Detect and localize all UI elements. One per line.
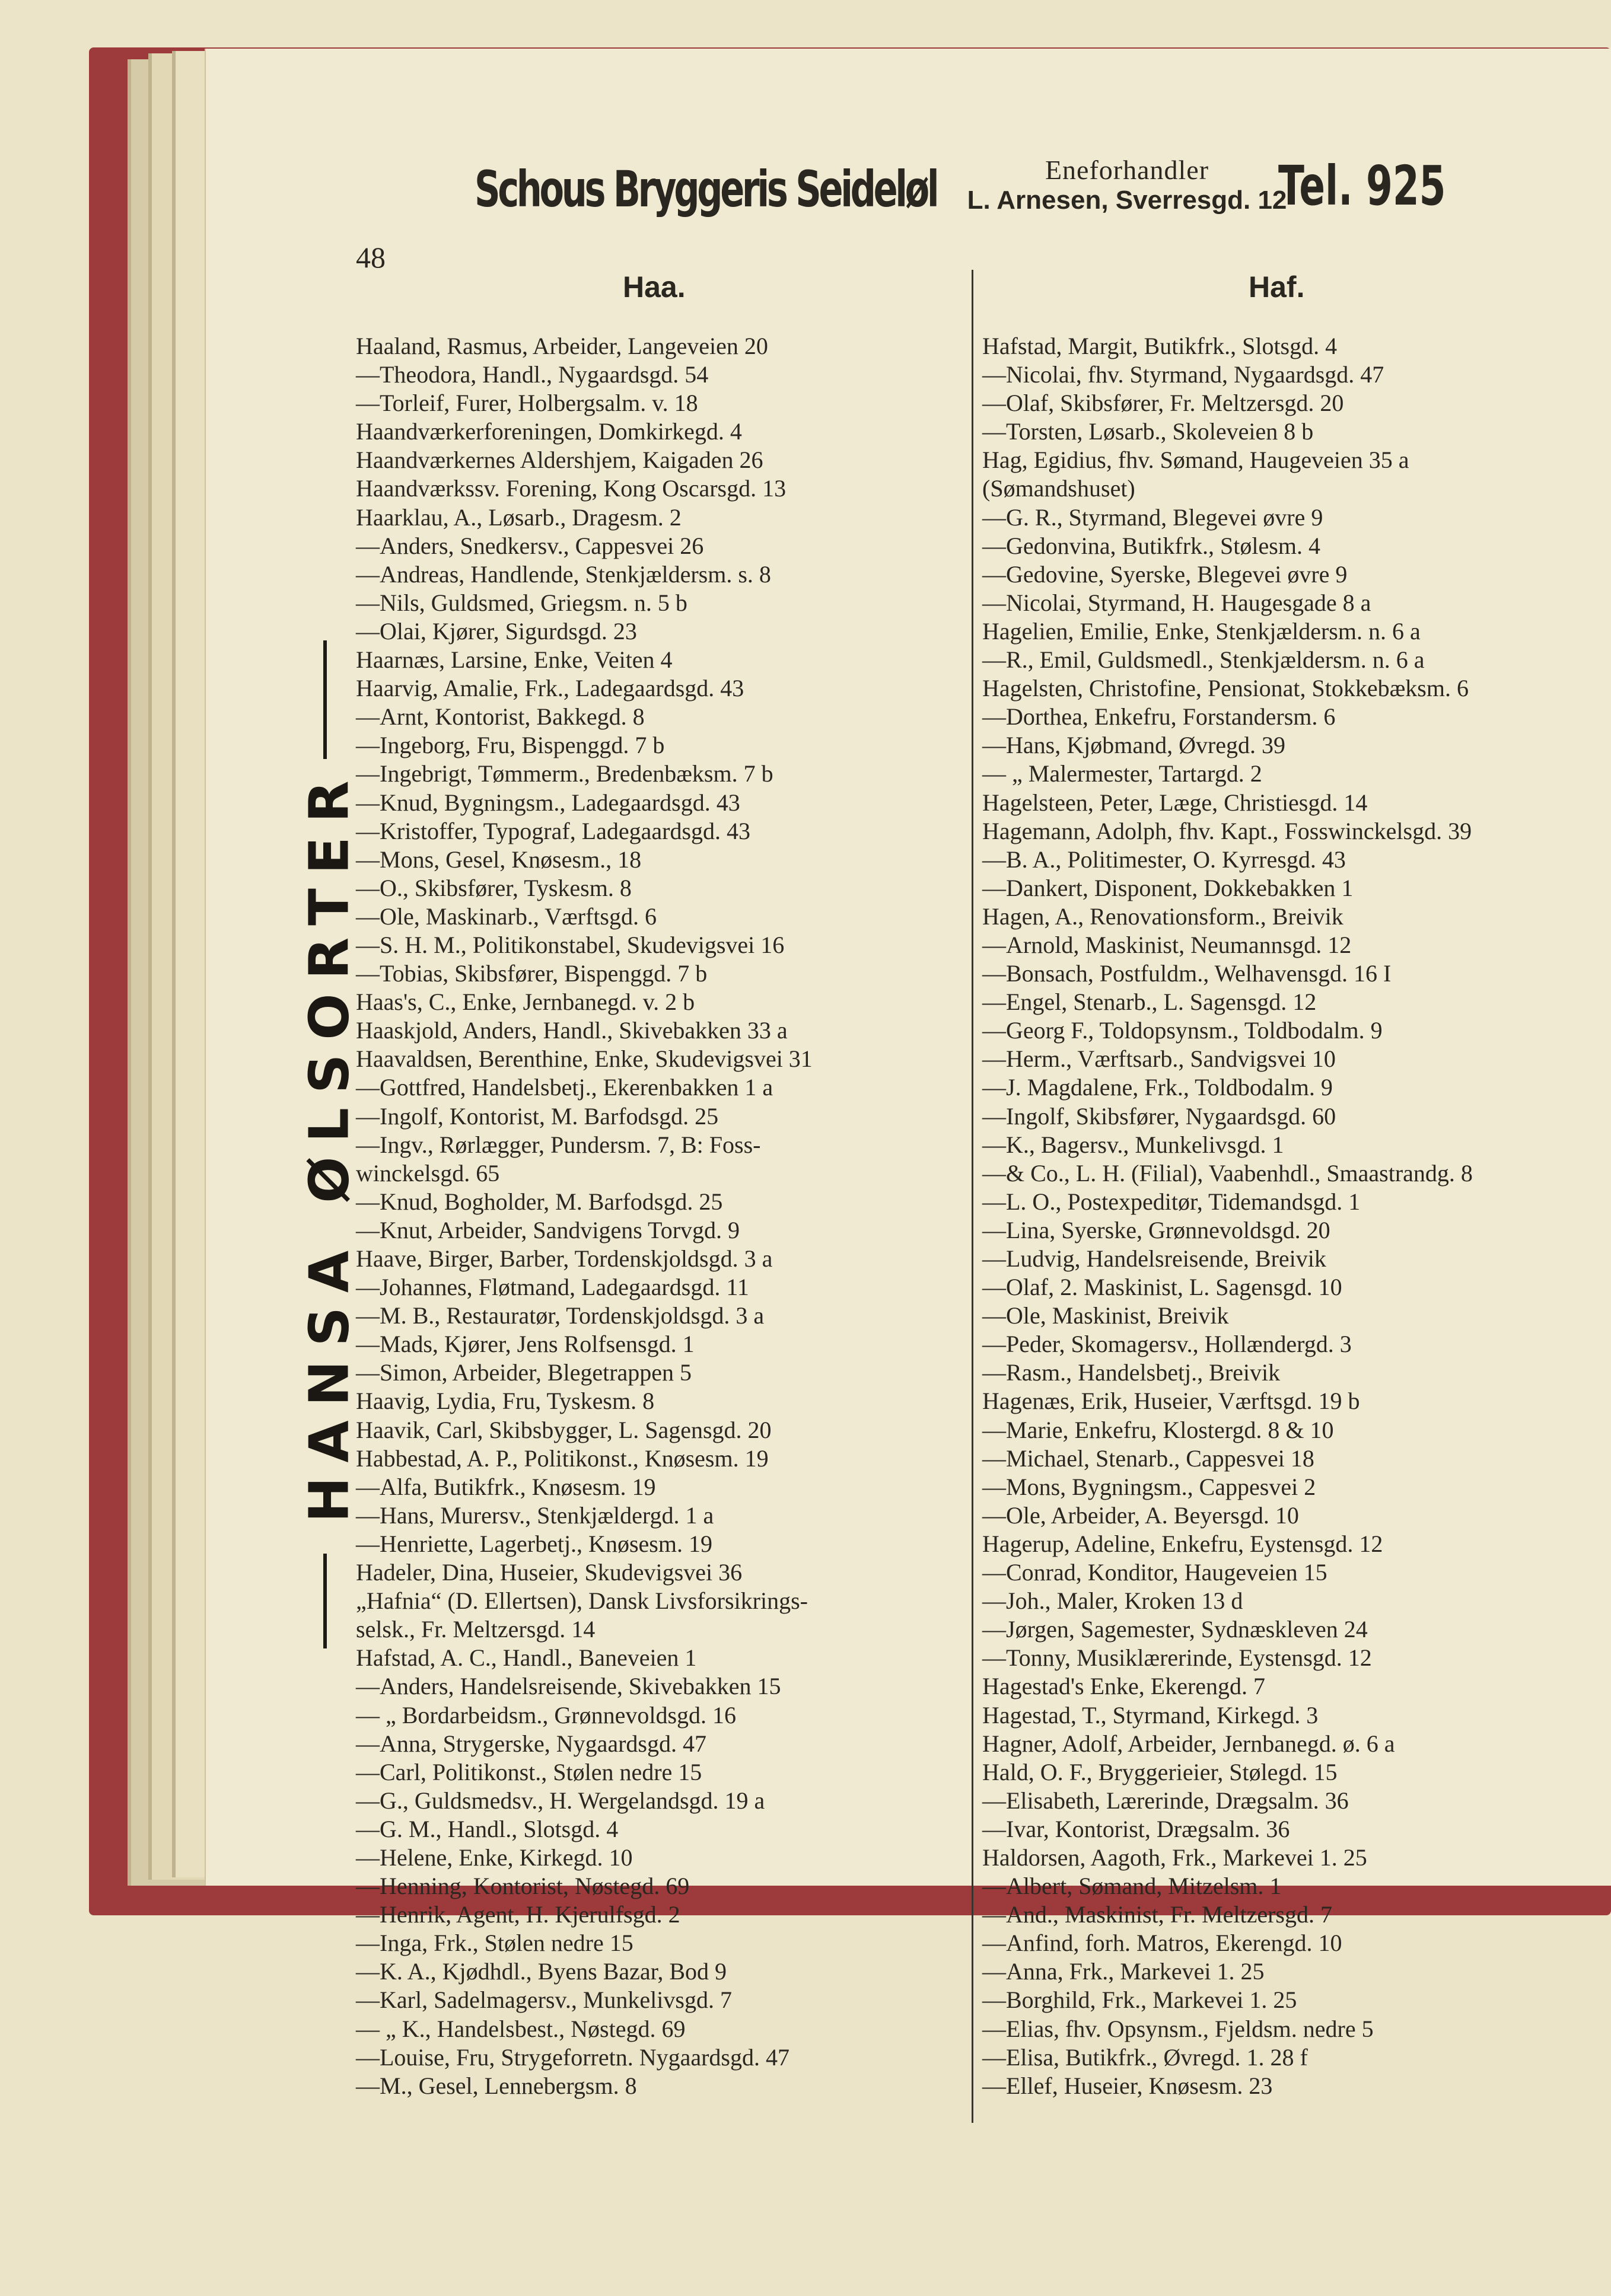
- directory-entry: —Ingv., Rørlægger, Pundersm. 7, B: Foss-: [356, 1131, 761, 1158]
- directory-entry: —Knut, Arbeider, Sandvigens Torvgd. 9: [356, 1216, 740, 1243]
- directory-entry: —Herm., Værftsarb., Sandvigsvei 10: [982, 1045, 1336, 1073]
- directory-entry: selsk., Fr. Meltzersgd. 14: [356, 1616, 596, 1643]
- directory-entry: Hagerup, Adeline, Enkefru, Eystensgd. 12: [982, 1530, 1383, 1557]
- left-entry-list: [356, 332, 967, 2100]
- directory-entry: —Elisa, Butikfrk., Øvregd. 1. 28 f: [982, 2043, 1308, 2071]
- directory-entry: —Ole, Maskinist, Breivik: [982, 1302, 1229, 1329]
- directory-entry: —M. B., Restauratør, Tordenskjoldsgd. 3 a: [356, 1302, 765, 1329]
- directory-entry: —Alfa, Butikfrk., Knøsesm. 19: [356, 1473, 656, 1500]
- directory-entry: —K., Bagersv., Munkelivsgd. 1: [982, 1131, 1284, 1158]
- directory-entry: —Anna, Strygerske, Nygaardsgd. 47: [356, 1730, 706, 1757]
- directory-entry: —Borghild, Frk., Markevei 1. 25: [982, 1986, 1297, 2014]
- directory-entry: Haldorsen, Aagoth, Frk., Markevei 1. 25: [982, 1844, 1367, 1871]
- directory-entry: —Engel, Stenarb., L. Sagensgd. 12: [982, 988, 1317, 1016]
- directory-entry: —Ingolf, Skibsfører, Nygaardsgd. 60: [982, 1102, 1336, 1130]
- directory-entry: —Lina, Syerske, Grønnevoldsgd. 20: [982, 1216, 1330, 1243]
- directory-entry: —S. H. M., Politikonstabel, Skudevigsvei 16: [356, 931, 785, 958]
- directory-entry: —Kristoffer, Typograf, Ladegaardsgd. 43: [356, 817, 751, 844]
- directory-entry: —Knud, Bygningsm., Ladegaardsgd. 43: [356, 789, 740, 816]
- agent-title: Eneforhandler: [1045, 155, 1209, 185]
- directory-entry: —& Co., L. H. (Filial), Vaabenhdl., Smaastrandg. 8: [982, 1159, 1473, 1187]
- directory-entry: Hafstad, A. C., Handl., Baneveien 1: [356, 1644, 697, 1672]
- directory-entry: — „ Malermester, Tartargd. 2: [982, 760, 1262, 787]
- directory-entry: —Nicolai, Styrmand, H. Haugesgade 8 a: [982, 589, 1371, 616]
- agent-address: L. Arnesen, Sverresgd. 12: [967, 186, 1287, 215]
- right-entry-list: [982, 332, 1599, 2100]
- directory-entry: —Mads, Kjører, Jens Rolfsensgd. 1: [356, 1331, 695, 1358]
- directory-entry: —Michael, Stenarb., Cappesvei 18: [982, 1444, 1314, 1472]
- directory-entry: —Ivar, Kontorist, Drægsalm. 36: [982, 1815, 1290, 1842]
- directory-entry: —Mons, Bygningsm., Cappesvei 2: [982, 1473, 1316, 1500]
- side-ad-text: HANSA ØLSORTER: [297, 766, 361, 1523]
- directory-entry: —Karl, Sadelmagersv., Munkelivsgd. 7: [356, 1986, 732, 2014]
- directory-entry: Hagestad, T., Styrmand, Kirkegd. 3: [982, 1701, 1319, 1729]
- directory-entry: —Mons, Gesel, Knøsesm., 18: [356, 846, 642, 873]
- directory-entry: Haas's, C., Enke, Jernbanegd. v. 2 b: [356, 988, 695, 1016]
- directory-entry: Hadeler, Dina, Huseier, Skudevigsvei 36: [356, 1559, 743, 1586]
- directory-entry: —Torsten, Løsarb., Skoleveien 8 b: [982, 418, 1314, 445]
- directory-entry: winckelsgd. 65: [356, 1159, 500, 1187]
- directory-entry: —Joh., Maler, Kroken 13 d: [982, 1587, 1243, 1615]
- directory-entry: Hagemann, Adolph, fhv. Kapt., Fosswinckelsgd. 39: [982, 817, 1472, 844]
- directory-entry: —Gottfred, Handelsbetj., Ekerenbakken 1 a: [356, 1074, 773, 1101]
- directory-entry: Haaskjold, Anders, Handl., Skivebakken 33 a: [356, 1017, 788, 1044]
- directory-entry: —Arnold, Maskinist, Neumannsgd. 12: [982, 931, 1352, 958]
- directory-entry: —Albert, Sømand, Mitzelsm. 1: [982, 1873, 1282, 1900]
- directory-entry: —G., Guldsmedsv., H. Wergelandsgd. 19 a: [356, 1787, 765, 1814]
- directory-entry: Hag, Egidius, fhv. Sømand, Haugeveien 35 a: [982, 447, 1409, 474]
- directory-entry: —G. R., Styrmand, Blegevei øvre 9: [982, 503, 1323, 531]
- directory-entry: —Henriette, Lagerbetj., Knøsesm. 19: [356, 1530, 712, 1557]
- directory-entry: —K. A., Kjødhdl., Byens Bazar, Bod 9: [356, 1958, 727, 1985]
- directory-entry: —Nils, Guldsmed, Griegsm. n. 5 b: [356, 589, 687, 616]
- side-advertisement: [297, 640, 361, 1648]
- directory-entry: Hagelien, Emilie, Enke, Stenkjældersm. n. 6 a: [982, 617, 1421, 645]
- directory-entry: Haandværkssv. Forening, Kong Oscarsgd. 13: [356, 475, 787, 502]
- directory-entry: —O., Skibsfører, Tyskesm. 8: [356, 874, 632, 901]
- directory-entry: —R., Emil, Guldsmedl., Stenkjældersm. n. 6 a: [982, 646, 1425, 674]
- directory-entry: —Bonsach, Postfuldm., Welhavensgd. 16 I: [982, 960, 1392, 987]
- directory-entry: —Henning, Kontorist, Nøstegd. 69: [356, 1873, 690, 1900]
- directory-entry: Haandværkernes Aldershjem, Kaigaden 26: [356, 447, 763, 474]
- directory-entry: —Rasm., Handelsbetj., Breivik: [982, 1359, 1281, 1386]
- directory-entry: —Ole, Maskinarb., Værftsgd. 6: [356, 903, 657, 930]
- directory-entry: Haavig, Lydia, Fru, Tyskesm. 8: [356, 1388, 655, 1415]
- directory-entry: —Anna, Frk., Markevei 1. 25: [982, 1958, 1265, 1985]
- directory-entry: —Georg F., Toldopsynsm., Toldbodalm. 9: [982, 1017, 1383, 1044]
- directory-entry: —Elisabeth, Lærerinde, Drægsalm. 36: [982, 1787, 1349, 1814]
- directory-entry: —Anders, Handelsreisende, Skivebakken 15: [356, 1673, 781, 1700]
- directory-entry: —Ingolf, Kontorist, M. Barfodsgd. 25: [356, 1102, 719, 1130]
- directory-entry: Hagenæs, Erik, Huseier, Værftsgd. 19 b: [982, 1388, 1360, 1415]
- directory-entry: (Sømandshuset): [982, 475, 1135, 502]
- directory-entry: —Marie, Enkefru, Klostergd. 8 & 10: [982, 1416, 1334, 1443]
- directory-entry: —Inga, Frk., Stølen nedre 15: [356, 1930, 633, 1957]
- column-divider: [972, 270, 973, 2123]
- brand-name: Schous Bryggeris Seideløl: [475, 160, 937, 218]
- directory-entry: —Johannes, Fløtmand, Ladegaardsgd. 11: [356, 1274, 749, 1301]
- directory-entry: —Ingeborg, Fru, Bispenggd. 7 b: [356, 732, 665, 759]
- directory-entry: —Gedonvina, Butikfrk., Stølesm. 4: [982, 532, 1320, 559]
- directory-entry: Haavaldsen, Berenthine, Enke, Skudevigsvei 31: [356, 1045, 813, 1073]
- directory-entry: Haavik, Carl, Skibsbygger, L. Sagensgd. 20: [356, 1416, 772, 1443]
- telephone-number: Tel. 925: [1278, 154, 1446, 218]
- directory-entry: —Ellef, Huseier, Knøsesm. 23: [982, 2072, 1273, 2099]
- directory-entry: —Anders, Snedkersv., Cappesvei 26: [356, 532, 704, 559]
- directory-entry: —Ole, Arbeider, A. Beyersgd. 10: [982, 1501, 1299, 1529]
- directory-entry: —Gedovine, Syerske, Blegevei øvre 9: [982, 560, 1348, 588]
- directory-entry: —Dankert, Disponent, Dokkebakken 1: [982, 874, 1354, 901]
- directory-entry: Hagestad's Enke, Ekerengd. 7: [982, 1673, 1266, 1700]
- directory-entry: —Torleif, Furer, Holbergsalm. v. 18: [356, 390, 698, 417]
- directory-entry: —J. Magdalene, Frk., Toldbodalm. 9: [982, 1074, 1333, 1101]
- directory-entry: Hagelsten, Christofine, Pensionat, Stokkebæksm. 6: [982, 675, 1469, 702]
- directory-entry: —Helene, Enke, Kirkegd. 10: [356, 1844, 633, 1871]
- directory-entry: —Carl, Politikonst., Stølen nedre 15: [356, 1758, 702, 1785]
- directory-entry: Hagelsteen, Peter, Læge, Christiesgd. 14: [982, 789, 1368, 816]
- directory-entry: —Dorthea, Enkefru, Forstandersm. 6: [982, 703, 1336, 731]
- directory-entry: —Nicolai, fhv. Styrmand, Nygaardsgd. 47: [982, 361, 1384, 388]
- directory-entry: Haarklau, A., Løsarb., Dragesm. 2: [356, 503, 682, 531]
- directory-entry: —Hans, Murersv., Stenkjældergd. 1 a: [356, 1501, 714, 1529]
- directory-entry: „Hafnia“ (D. Ellertsen), Dansk Livsforsikrings-: [356, 1587, 808, 1615]
- directory-entry: —Henrik, Agent, H. Kjerulfsgd. 2: [356, 1901, 680, 1928]
- directory-entry: —Peder, Skomagersv., Hollændergd. 3: [982, 1331, 1352, 1358]
- directory-entry: —And., Maskinist, Fr. Meltzersgd. 7: [982, 1901, 1332, 1928]
- left-column-heading: Haa.: [623, 270, 686, 304]
- page-number: 48: [356, 241, 386, 274]
- directory-entry: —Louise, Fru, Strygeforretn. Nygaardsgd. 47: [356, 2043, 789, 2071]
- directory-entry: —M., Gesel, Lennebergsm. 8: [356, 2072, 637, 2099]
- directory-entry: Hald, O. F., Bryggerieier, Stølegd. 15: [982, 1758, 1338, 1785]
- directory-entry: —Olaf, Skibsfører, Fr. Meltzersgd. 20: [982, 390, 1344, 417]
- directory-entry: —Knud, Bogholder, M. Barfodsgd. 25: [356, 1188, 723, 1215]
- directory-entry: Hafstad, Margit, Butikfrk., Slotsgd. 4: [982, 333, 1338, 359]
- directory-entry: —Theodora, Handl., Nygaardsgd. 54: [356, 361, 709, 388]
- directory-entry: Haarnæs, Larsine, Enke, Veiten 4: [356, 646, 673, 674]
- directory-entry: Haaland, Rasmus, Arbeider, Langeveien 20: [356, 333, 768, 359]
- right-column-heading: Haf.: [1249, 270, 1305, 304]
- directory-entry: —Andreas, Handlende, Stenkjældersm. s. 8: [356, 560, 771, 588]
- directory-entry: —L. O., Postexpeditør, Tidemandsgd. 1: [982, 1188, 1361, 1215]
- directory-entry: Haandværkerforeningen, Domkirkegd. 4: [356, 418, 742, 445]
- directory-entry: —B. A., Politimester, O. Kyrresgd. 43: [982, 846, 1346, 873]
- directory-entry: —Arnt, Kontorist, Bakkegd. 8: [356, 703, 645, 731]
- directory-entry: Haave, Birger, Barber, Tordenskjoldsgd. 3 a: [356, 1245, 773, 1272]
- directory-entry: —Anfind, forh. Matros, Ekerengd. 10: [982, 1930, 1342, 1957]
- directory-entry: — „ K., Handelsbest., Nøstegd. 69: [356, 2015, 686, 2042]
- directory-entry: — „ Bordarbeidsm., Grønnevoldsgd. 16: [356, 1701, 737, 1729]
- directory-entry: Habbestad, A. P., Politikonst., Knøsesm. 19: [356, 1444, 769, 1472]
- directory-entry: —G. M., Handl., Slotsgd. 4: [356, 1815, 619, 1842]
- directory-entry: Hagen, A., Renovationsform., Breivik: [982, 903, 1343, 930]
- directory-entry: —Olai, Kjører, Sigurdsgd. 23: [356, 617, 637, 645]
- directory-entry: —Jørgen, Sagemester, Sydnæskleven 24: [982, 1616, 1368, 1643]
- directory-entry: —Ludvig, Handelsreisende, Breivik: [982, 1245, 1326, 1272]
- directory-entry: Hagner, Adolf, Arbeider, Jernbanegd. ø. 6 a: [982, 1730, 1395, 1757]
- directory-entry: —Tobias, Skibsfører, Bispenggd. 7 b: [356, 960, 708, 987]
- directory-entry: Haarvig, Amalie, Frk., Ladegaardsgd. 43: [356, 675, 744, 702]
- directory-entry: —Hans, Kjøbmand, Øvregd. 39: [982, 732, 1286, 759]
- directory-entry: —Tonny, Musiklærerinde, Eystensgd. 12: [982, 1644, 1372, 1672]
- ad-rule: [323, 1554, 327, 1648]
- directory-entry: —Olaf, 2. Maskinist, L. Sagensgd. 10: [982, 1274, 1342, 1301]
- directory-entry: —Elias, fhv. Opsynsm., Fjeldsm. nedre 5: [982, 2015, 1374, 2042]
- directory-entry: —Simon, Arbeider, Blegetrappen 5: [356, 1359, 692, 1386]
- advertisement-header: [475, 148, 1453, 231]
- agent-info: [949, 154, 1305, 215]
- directory-entry: —Ingebrigt, Tømmerm., Bredenbæksm. 7 b: [356, 760, 773, 787]
- ad-rule: [323, 640, 327, 759]
- directory-entry: —Conrad, Konditor, Haugeveien 15: [982, 1559, 1327, 1586]
